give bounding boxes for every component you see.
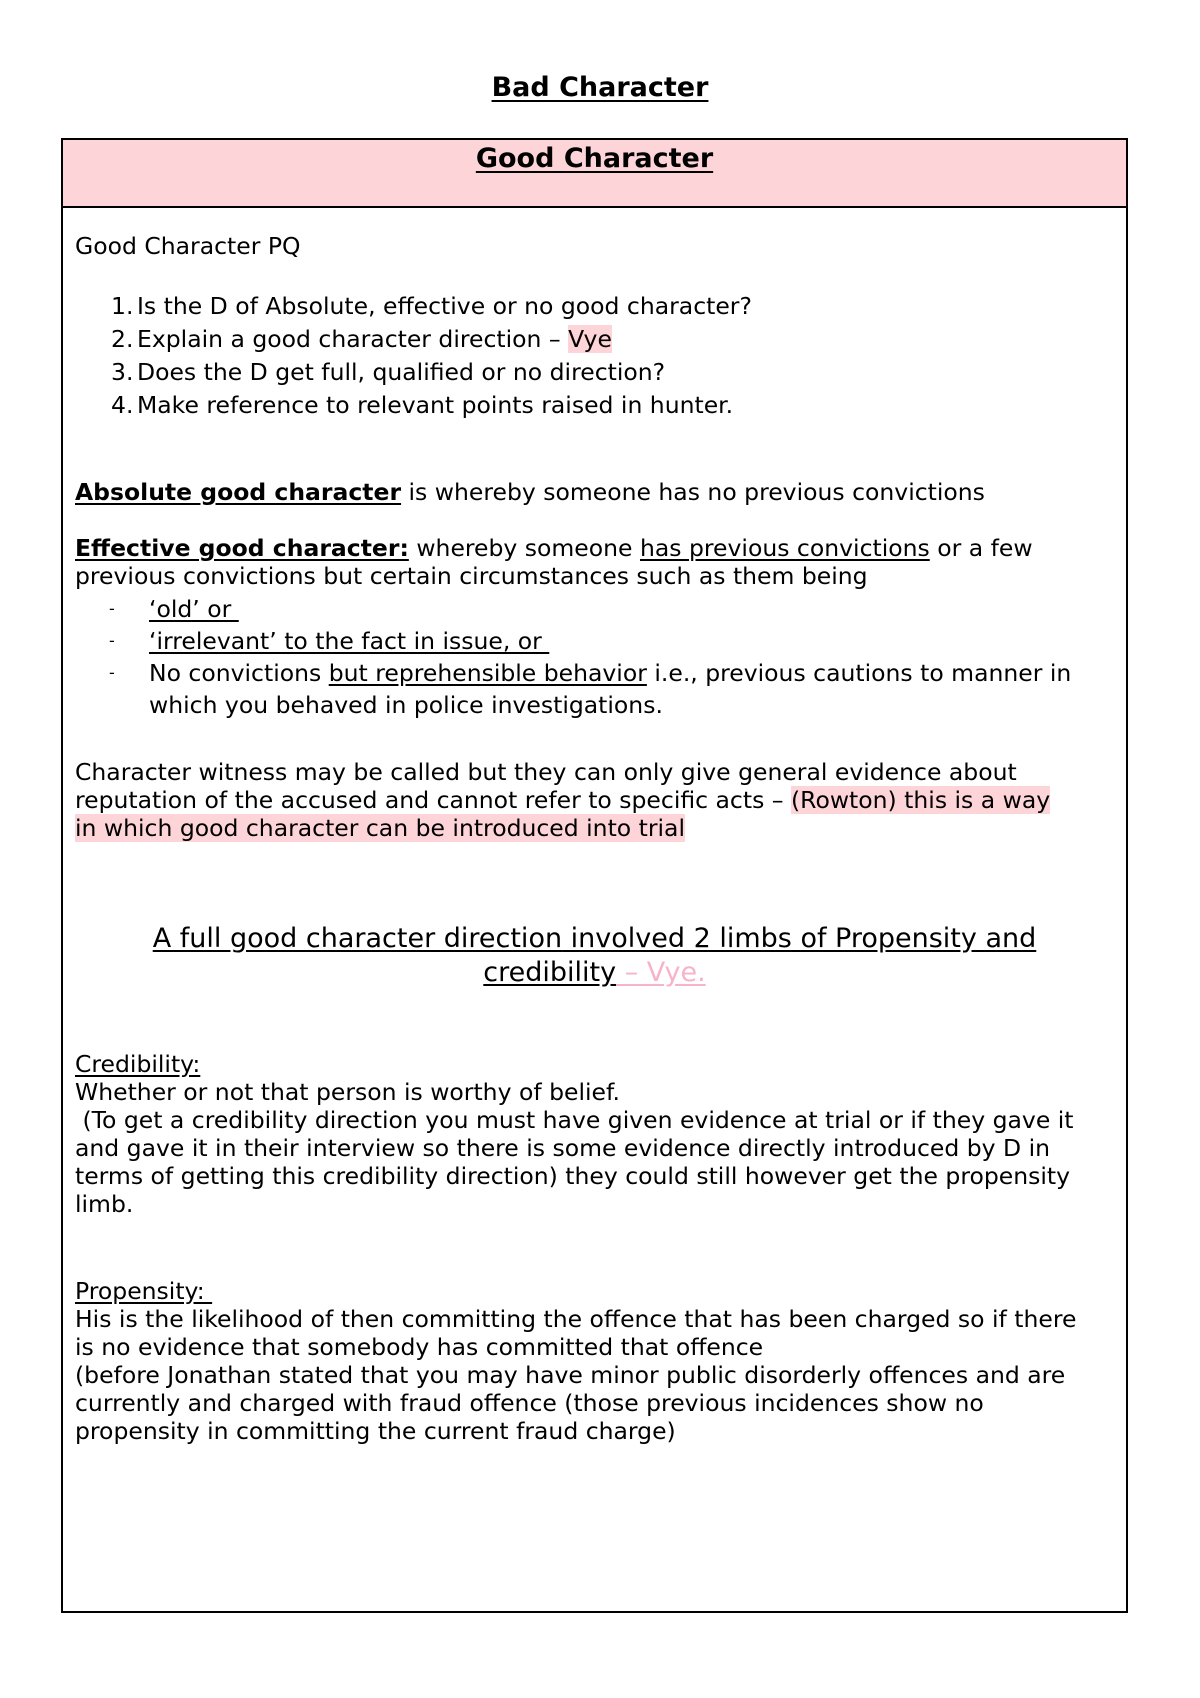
pq-heading: Good Character PQ xyxy=(75,232,301,260)
list-item: - ‘old’ or xyxy=(109,595,239,623)
propensity-section: Propensity: His is the likelihood of then committing the offence that has been charged so if there is no evidence that somebody has committed that offence (before Jonathan stated that you may have minor public disorderly offences and are currently and charged with fraud offence (those previous incidences show no propensity in committing the current fraud charge) xyxy=(75,1277,1077,1445)
full-direction-heading: A full good character direction involved 2 limbs of Propensity and credibility – Vye. xyxy=(152,923,1037,988)
list-item: 2. Explain a good character direction – Vye xyxy=(111,325,612,353)
effective-term: Effective good character: xyxy=(75,534,409,562)
box-header xyxy=(63,140,1126,208)
highlight-rowton: (Rowton) this is a way xyxy=(791,786,1051,814)
list-item: - No convictions but reprehensible behavior i.e., previous cautions to manner in which you behaved in police investigations. xyxy=(109,659,1072,719)
good-character-box xyxy=(61,138,1128,1613)
box-heading: Good Character xyxy=(475,143,714,174)
highlight-trial: in which good character can be introduced into trial xyxy=(75,814,685,842)
list-item: - ‘irrelevant’ to the fact in issue, or xyxy=(109,627,550,655)
pq-list xyxy=(75,290,752,422)
highlight-vye: Vye xyxy=(568,325,612,353)
absolute-good-character: Absolute good character is whereby someone has no previous convictions xyxy=(75,478,985,506)
character-witness-paragraph: Character witness may be called but they can only give general evidence about reputation of the accused and cannot refer to specific acts – (Rowton) this is a way in which good character can be introduced into trial xyxy=(75,758,1051,842)
credibility-section: Credibility: Whether or not that person is worthy of belief. (To get a credibility direction you must have given evidence at trial or if they gave it and gave it in their interview so there is some evidence directly introduced by D in terms of getting this credibility direction) they could still however get the propensity limb. xyxy=(75,1050,1074,1218)
credibility-label: Credibility: xyxy=(75,1050,201,1078)
list-item: 1. Is the D of Absolute, effective or no good character? xyxy=(111,292,752,320)
list-item: 3. Does the D get full, qualified or no direction? xyxy=(111,358,666,386)
effective-bullets xyxy=(75,593,1114,721)
document-title: Bad Character xyxy=(491,72,709,103)
absolute-term: Absolute good character xyxy=(75,478,402,506)
vye-reference: – Vye. xyxy=(616,957,706,988)
propensity-label: Propensity: xyxy=(75,1277,213,1305)
effective-good-character: Effective good character: whereby someone has previous convictions or a few previous convictions but certain circumstances such as them being xyxy=(75,534,1033,590)
list-item: 4. Make reference to relevant points raised in hunter. xyxy=(111,391,734,419)
